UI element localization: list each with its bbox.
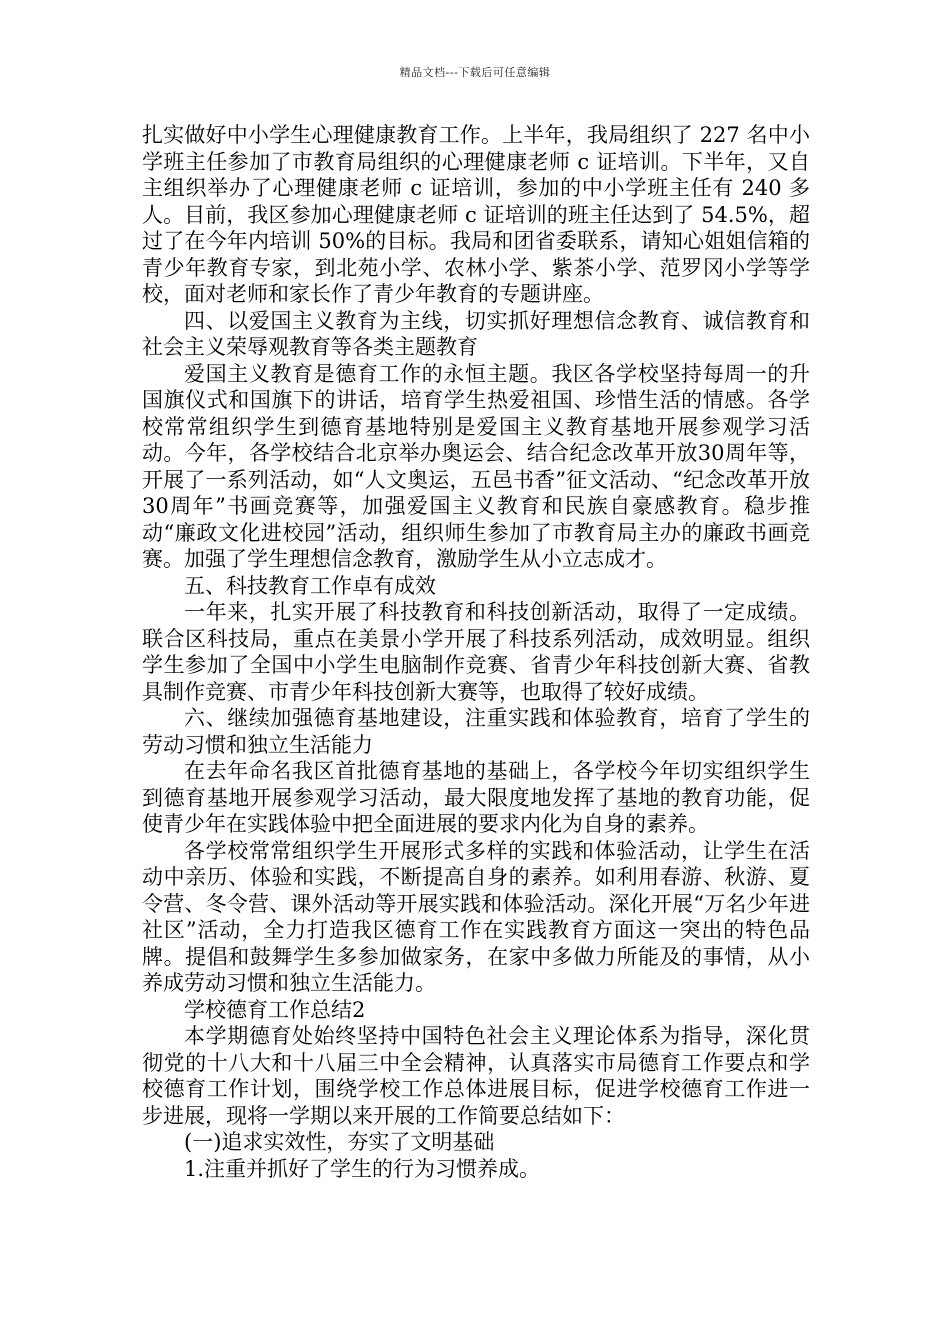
paragraph-moral-base: 在去年命名我区首批德育基地的基础上，各学校今年切实组织学生到德育基地开展参观学习活动，最大限度地发挥了基地的教育功能，促使青少年在实践体验中把全面进展的要求内化为自身的素养。 [142, 759, 810, 836]
paragraph-semester-intro: 本学期德育处始终坚持中国特色社会主义理论体系为指导，深化贯彻党的十八大和十八届三中全会精神，认真落实市局德育工作要点和学校德育工作计划，围绕学校工作总体进展目标，促进学校德育工作进一步进展，现将一学期以来开展的工作简要总结如下： [142, 1024, 810, 1128]
paragraph-patriotic-education: 爱国主义教育是德育工作的永恒主题。我区各学校坚持每周一的升国旗仪式和国旗下的讲话，培育学生热爱祖国、珍惜生活的情感。各学校常常组织学生到德育基地特别是爱国主义教育基地开展参观学习活动。今年，各学校结合北京举办奥运会、结合纪念改革开放30周年等，开展了一系列活动，如“人文奥运，五邑书香”征文活动、“纪念改革开放30周年”书画竞赛等，加强爱国主义教育和民族自豪感教育。稳步推动“廉政文化进校园”活动，组织师生参加了市教育局主办的廉政书画竞赛。加强了学生理想信念教育，激励学生从小立志成才。 [142, 361, 810, 571]
heading-patriotic-education: 四、以爱国主义教育为主线，切实抓好理想信念教育、诚信教育和社会主义荣辱观教育等各类主题教育 [142, 308, 810, 359]
paragraph-science-education: 一年来，扎实开展了科技教育和科技创新活动，取得了一定成绩。联合区科技局，重点在美景小学开展了科技系列活动，成效明显。组织学生参加了全国中小学生电脑制作竞赛、省青少年科技创新大赛、省教具制作竞赛、市青少年科技创新大赛等，也取得了较好成绩。 [142, 600, 810, 704]
heading-section-one: (一)追求实效性，夯实了文明基础 [184, 1130, 495, 1154]
heading-moral-base: 六、继续加强德育基地建设，注重实践和体验教育，培育了学生的劳动习惯和独立生活能力 [142, 706, 810, 757]
heading-summary-2: 学校德育工作总结2 [184, 997, 366, 1022]
document-body [142, 122, 810, 1182]
heading-item-one: 1.注重并抓好了学生的行为习惯养成。 [184, 1156, 541, 1181]
paragraph-practice-activities: 各学校常常组织学生开展形式多样的实践和体验活动，让学生在活动中亲历、体验和实践，不断提高自身的素养。如利用春游、秋游、夏令营、冬令营、课外活动等开展实践和体验活动。深化开展“万名少年进社区”活动，全力打造我区德育工作在实践教育方面这一突出的特色品牌。提倡和鼓舞学生多参加做家务，在家中多做力所能及的事情，从小养成劳动习惯和独立生活能力。 [142, 838, 810, 995]
heading-science-education: 五、科技教育工作卓有成效 [184, 573, 436, 598]
paragraph-mental-health: 扎实做好中小学生心理健康教育工作。上半年，我局组织了 227 名中小学班主任参加了市教育局组织的心理健康老师 c 证培训。下半年，又自主组织举办了心理健康老师 c 证培训，参加的中小学班主任有 240 多人。目前，我区参加心理健康老师 c 证培训的班主任达到了 54.5%，超过了在今年内培训 50%的目标。我局和团省委联系，请知心姐姐信箱的青少年教育专家，到北苑小学、农林小学、紫茶小学、范罗冈小学等学校，面对老师和家长作了青少年教育的专题讲座。 [142, 123, 810, 306]
page-header: 精品文档---下载后可任意编辑 [399, 66, 551, 79]
